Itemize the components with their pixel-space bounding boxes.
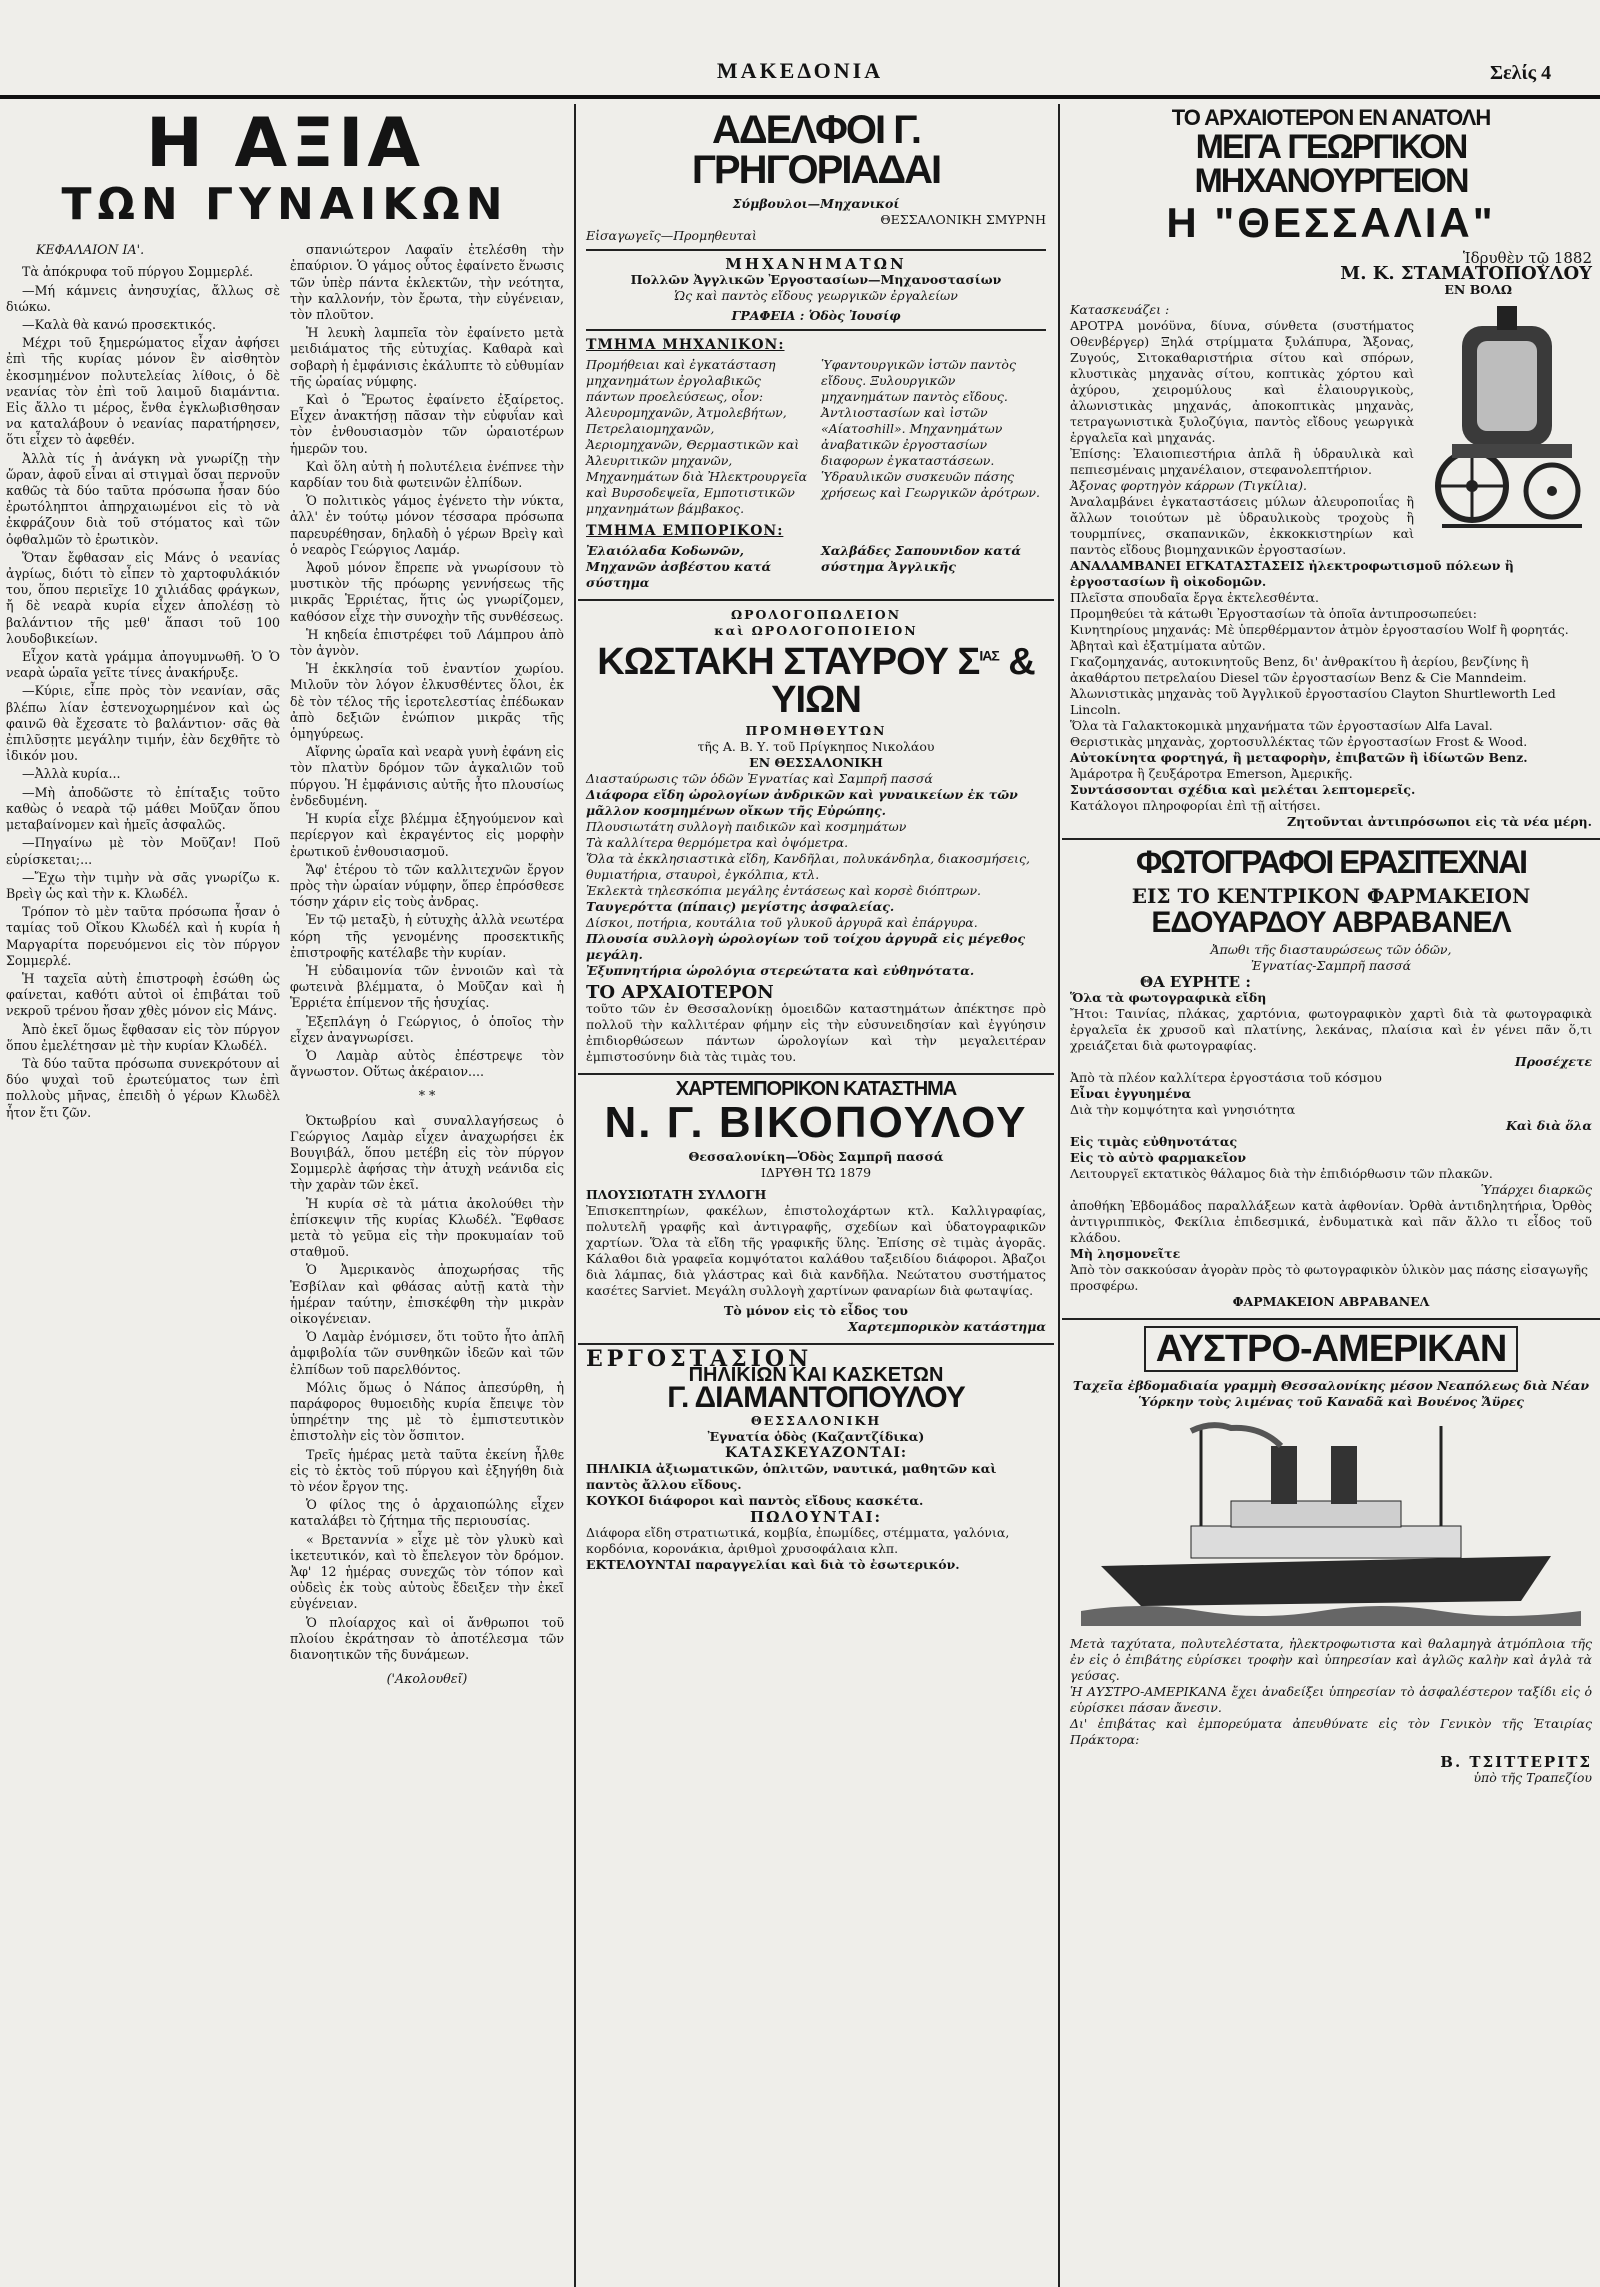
novel-paragraph: Ἐξεπλάγη ὁ Γεώργιος, ὁ ὁποῖος τὴν εἶχεν ἀναγνωρίσει.	[290, 1013, 564, 1045]
novel-paragraph: Τρόπον τὸ μὲν ταῦτα πρόσωπα ἦσαν ὁ ταμίας τοῦ Οἴκου Κλωδέλ καὶ ἡ κυρία ἡ Μαργαρίτα πορευόμενοι εἰς τὸν πύργον Σομμερλέ.	[6, 904, 280, 968]
ad-line: Δίσκοι, ποτήρια, κουτάλια τοῦ γλυκοῦ ἀργυρᾶ καὶ ἐπάργυρα.	[586, 915, 978, 930]
ad-title: Γ. ΔΙΑΜΑΝΤΟΠΟΥΛΟΥ	[667, 1381, 965, 1414]
masthead	[0, 0, 1600, 100]
novel-paragraph: —Πηγαίνω μὲ τὸν Μοῦζαν! Ποῦ εὑρίσκεται;...	[6, 835, 280, 867]
ad-title: ΑΔΕΛΦΟΙ Γ. ΓΡΗΓΟΡΙΑΔΑΙ	[691, 108, 941, 192]
ad-two-columns	[586, 357, 1046, 517]
novel-paragraph: Ἡ λευκὴ λαμπεῖα τὸν ἐφαίνετο μετὰ μειδιάματος τῆς εὐτυχίας. Καθαρὰ καὶ σοβαρὴ ἡ ἐμφάνισις ἐκάλυπτε τὸ εὐθυμίαν τῆς ὡραίας νύμφης.	[290, 325, 564, 389]
ad-line: Εἰς τιμὰς εὐθηνοτάτας	[1070, 1134, 1238, 1149]
ad-subtitle: ΕΙΣ ΤΟ ΚΕΝΤΡΙΚΟΝ ΦΑΡΜΑΚΕΙΟΝ	[1131, 884, 1531, 908]
ad-line: Πλουσία συλλογὴ ὡρολογίων τοῦ τοίχου ἀργυρᾶ εἰς μέγεθος μεγάλη.	[586, 931, 1025, 962]
ad-title: ΦΩΤΟΓΡΑΦΟΙ ΕΡΑΣΙΤΕΧΝΑΙ	[1135, 844, 1527, 880]
section-divider-stars: * *	[418, 1088, 436, 1104]
ad-city: ΕΝ ΒΟΛΩ	[1444, 282, 1512, 297]
novel-paragraph: Καὶ ὁ Ἔρωτος ἐφαίνετο ἐξαίρετος. Εἶχεν ἀνακτήσῃ πᾶσαν τὴν εὐφυΐαν καὶ τὸν ἐνθουσιασμὸν τῶν ὡραιοτέρων ἡμερῶν του.	[290, 392, 564, 456]
ad-heading: ΘΑ ΕΥΡΗΤΕ :	[1140, 973, 1251, 991]
ad-paragraph: Πλεῖστα σπουδαῖα ἔργα ἐκτελεσθέντα.	[1070, 590, 1319, 605]
ad-title: Ν. Γ. ΒΙΚΟΠΟΥΛΟΥ	[604, 1098, 1028, 1147]
ad-address: Ἀπωθι τῆς διασταυρώσεως τῶν ὁδῶν,	[1210, 942, 1452, 957]
ad-paragraph: Κινητηρίους μηχανάς: Μὲ ὑπερθέρμαντον ἀτμὸν ἐργοστασίου Wolf ἢ φορητάς. Ἀβηταὶ καὶ ἐξατμίματα αὐτῶν.	[1070, 622, 1569, 653]
ad-title: ΕΔΟΥΑΡΔΟΥ ΑΒΡΑΒΑΝΕΛ	[1151, 906, 1511, 939]
ad-paragraph: Αὐτοκίνητα φορτηγά, ἢ μεταφορὴν, ἐπιβατῶν ἢ ἰδίωτῶν Benz.	[1070, 750, 1528, 765]
ad-line: Ἀπὸ τὸν σακκούσαν ἀγορὰν πρὸς τὸ φωτογραφικὸν ὑλικὸν μας πάσης εἰσαγωγῆς προσφέρω.	[1070, 1262, 1589, 1293]
masthead-rule	[0, 95, 1600, 99]
novel-paragraph: Ἀπὸ ἐκεῖ ὅμως ἔφθασαν εἰς τὸν πύργον ὅπου ἐμελέτησαν μὲ τὴν κυρίαν Κλωδέλ.	[6, 1021, 280, 1053]
novel-paragraph: Ὀκτωβρίου καὶ συναλλαγήσεως ὁ Γεώργιος Λαμὰρ εἶχεν ἀναχωρήσει ἐκ Βουγιβάλ, ὅπου μετέβη εἰς τὸν πύργον Σομμερλὲ ἀφήσας τὴν ἀτυχὴ νεάνιδα εἰς τὴν χαρὰν τῶν ἐκεῖ.	[290, 1112, 564, 1193]
novel-paragraph: Ἡ ἐκκλησία τοῦ ἐναντίον χωρίου. Μιλοῦν τὸν λόγον ἑλκυσθέντες ὅλοι, ἐκ δὲ τὸν τέλος τῆς ἱεροτελεστίας ἐπέδωκαν ἀπὸ δεξιῶν ἐνώπιον μικρᾶς τῆς ὁμηγύρεως.	[290, 661, 564, 742]
ad-dept-heading: ΤΜΗΜΑ ΜΗΧΑΝΙΚΟΝ:	[586, 337, 785, 353]
ad-paragraph: Προμηθεύει τὰ κάτωθι Ἐργοστασίων τὰ ὁποῖα ἀντιπροσωπεύει:	[1070, 606, 1477, 621]
ad-heading: Κατασκευάζει :	[1070, 302, 1170, 317]
ad-pretitle: ΕΡΓΟΣΤΑΣΙΟΝ	[586, 1346, 813, 1372]
novel-paragraph: Εἶχον κατὰ γράμμα ἀπογυμνωθῆ. Ὁ Ὁ νεαρὰ ὡραῖα γεῖτε τίνες ἀνακήρυξε.	[6, 649, 280, 681]
ad-cities: ΘΕΣΣΑΛΟΝΙΚΗ ΣΜΥΡΝΗ	[880, 212, 1046, 227]
ad-line: Διὰ τὴν κομψότητα καὶ γνησιότητα	[1070, 1102, 1296, 1117]
ad-dept-heading: ΤΜΗΜΑ ΕΜΠΟΡΙΚΟΝ:	[586, 523, 784, 539]
ad-rule	[586, 329, 1046, 331]
novel-paragraph: Ἄφ' ἑτέρου τὸ τῶν καλλιτεχνῶν ἔργον πρὸς τὴν ὡραίαν νύμφην, ὅπερ ἐπρόσθεσε τόσην χάριν εἰς τοὺς ἀνδρας.	[290, 861, 564, 910]
ad-line: τῆς Α. Β. Υ. τοῦ Πρίγκηπος Νικολάου	[697, 739, 935, 754]
novel-paragraph: Ἀλλὰ τίς ἡ ἀνάγκη νὰ γνωρίζῃ τὴν ὥραν, ἀφοῦ εἶναι αἱ στιγμαὶ ὅσαι περνοῦν καθῶς τὰ δύο ταῦτα πρόσωπα ἦσαν δύο ἐρωτόληπτοι ἀπηρχαιωμένοι εἰς τὸ νὰ ἐκφράζουν διὰ τοῦ στόματος καὶ τῶν ὀφθαλμῶν τὸ ἐρωτικὸν.	[6, 450, 280, 547]
ad-agent-note: ὑπὸ τῆς Τραπεζίου	[1473, 1770, 1592, 1785]
ad-founded: ΙΔΡΥΘΗ ΤΩ 1879	[760, 1165, 872, 1180]
ad-line: Ταχεῖα ἐβδομαδιαία γραμμὴ Θεσσαλονίκης μέσον Νεαπόλεως διὰ Νέαν Ὑόρκην τοὺς λιμένας τοῦ Καναδᾶ καὶ Βουένος Ἄϋρες	[1072, 1378, 1590, 1409]
ad-highlight: ΤΟ ΑΡΧΑΙΟΤΕΡΟΝ	[586, 982, 774, 1003]
ad-paragraph: τοῦτο τῶν ἐν Θεσσαλονίκῃ ὁμοειδῶν καταστημάτων ἀπέκτησε πρὸ πολλοῦ τὴν καλλιτέραν φήμην εἰς τὴν εὐσυνειδησίαν καὶ ἐγγύησιν ἐπιδιορθώσεων πάντων ὡρολογίων καὶ τὴν μεγαλειτέραν ἐμπιστοσύνην διὰ τὰς τιμὰς του.	[586, 1001, 1046, 1064]
ad-title: ΠΗΛΙΚΙΩΝ ΚΑΙ ΚΑΣΚΕΤΩΝ	[688, 1364, 944, 1386]
novel-paragraph: Τὰ δύο ταῦτα πρόσωπα συνεκρότουν αἱ δύο ψυχαὶ τοῦ ἐρωτεύματος των ἐπὶ πολλοὺς μῆνας, ἐπειδὴ ὁ γέρων Κλωδὲλ ἦτον ἔτι ζῶν.	[6, 1055, 280, 1120]
novel-paragraph: Ὁ φίλος της ὁ ἀρχαιοπώλης εἶχεν καταλάβει τὸ ζήτημα τῆς περιουσίας.	[290, 1497, 564, 1529]
ad-diamantopoulou	[578, 1345, 1054, 1581]
novel-paragraph: Ὁ Λαμὰρ ἐνόμισεν, ὅτι τοῦτο ἦτο ἀπλῆ ἀμφιβολία τῶν συνθηκῶν ἰδεῶν καὶ τῶν ἐλπίδων τοῦ παρελθόντος.	[290, 1329, 564, 1377]
ad-paragraph: Δι' ἐπιβάτας καὶ ἐμπορεύματα ἀπευθύνατε εἰς τὸν Γενικὸν τῆς Ἑταιρίας Πράκτορα:	[1070, 1716, 1592, 1747]
ad-line: Χαρτεμπορικὸν κατάστημα	[848, 1319, 1046, 1334]
ad-heading: ΚΑΤΑΣΚΕΥΑΖΟΝΤΑΙ:	[724, 1445, 908, 1461]
ad-line: Διασταύρωσις τῶν ὁδῶν Ἐγνατίας καὶ Σαμπρῆ πασσά	[586, 771, 933, 786]
ad-line: Ταυγερόττα (πίπαις) μεγίστης ἀσφαλείας.	[586, 899, 895, 914]
ad-paragraph: Ἐπισκεπτηρίων, φακέλων, ἐπιστολοχάρτων κτλ. Καλλιγραφίας, πολυτελῆ γραφῆς καὶ ἀντιγραφῆς, σχεδίων καὶ ὑδατογραφικῶν χαρτίων. Ὅλα τὰ εἴδη τῆς γραφικῆς ὕλης. Ἐπίσης σὲ τιμὰς ἀγορᾶς. Κάλαθοι διὰ γραφεῖα κομψότατοι καλάθου ταξειδίου διάφοροι. Ἀβαζοι διὰ λάμπας, διὰ γλάστρας καὶ διὰ κανδῆλα. Νεώτατου συστήματος κασέτες Sarviet. Μεγάλη συλλογὴ χαρτίνων φαναρίων διὰ φωταψίας.	[586, 1203, 1046, 1298]
novel-paragraph: Ἡ ταχεῖα αὐτὴ ἐπιστροφὴ ἐσώθη ὡς φαίνεται, καθότι αὐτοὶ οἱ ἐπιβάται τοῦ νεκροῦ τρένου ἤσαν χθὲς μόνον εἰς Μάνς.	[6, 970, 280, 1019]
novel-paragraph: Ἡ κηδεία ἐπιστρέφει τοῦ Λάμπρου ἀπὸ τὸν ἁγνὸν.	[290, 626, 564, 659]
ad-pretitle: ΧΑΡΤΕΜΠΟΡΙΚΟΝ ΚΑΤΑΣΤΗΜΑ	[675, 1078, 957, 1100]
ad-address: Ἐγνατίας-Σαμπρῆ πασσά	[1250, 958, 1412, 973]
ad-rule	[586, 249, 1046, 251]
ad-line: Ἀπὸ τὰ πλέον καλλίτερα ἐργοστάσια τοῦ κόσμου	[1070, 1070, 1382, 1085]
ad-avravanel	[1062, 840, 1600, 1320]
ad-subtitle: Εἰσαγωγεῖς—Προμηθευταὶ	[586, 228, 757, 243]
ad-left-text: Προμήθειαι καὶ ἐγκατάσταση μηχανημάτων ἐργολαβικῶς πάντων προελεύσεως, οἷον: Ἀλευρομηχανῶν, Ἀτμολεβήτων, Πετρελαιομηχανῶν, Ἀεριομηχανῶν, Θερμαστικῶν καὶ Ἀλευριτικῶν μηχανῶν, Μηχανημάτων διὰ Ἠλεκτρουργεῖα καὶ Βυρσοδεψεῖα, Εμποτιστικῶν μηχανημάτων βάμβακος.	[586, 357, 808, 516]
ad-office: ΓΡΑΦΕΙΑ : Ὁδὸς Ἰουσίφ	[731, 308, 901, 323]
chapter-heading: ΚΕΦΑΛΑΙΟΝ ΙΑ'.	[36, 242, 145, 258]
ad-line: Ὡς καὶ παντὸς εἴδους γεωργικῶν ἐργαλείων	[674, 288, 958, 303]
ad-title-main: ΚΩΣΤΑΚΗ ΣΤΑΥΡΟΥ Σ	[597, 641, 980, 683]
novel-paragraph: Μέχρι τοῦ ξημερώματος εἶχαν ἀφήσει ἐπὶ τῆς κυρίας μόνον ἓν αἰσθητὸν ἐκοσμημένον πολυτελείας λίθοις, ὁ δὲ νεανίας τὸν ἐπὶ τοῦ λαιμοῦ διαμάντια. Εἰς ἄλλο τι μέρος, ἔνθα ἐγκλωβισθησαν να καταλάβουν ὁ νεανίας παρατήρησεν, ὅτι εἶχεν τὸ ἀφεθέν.	[6, 335, 280, 448]
novel-paragraph: —Καλὰ θὰ κανώ προσεκτικός.	[22, 317, 217, 332]
ad-city: ΕΝ ΘΕΣΣΑΛΟΝΙΚΗ	[749, 755, 883, 770]
ad-heading: Προσέχετε	[1514, 1054, 1592, 1069]
novel-section	[0, 104, 570, 2287]
ad-founded: Ἱδρυθὲν τῷ 1882	[1462, 249, 1592, 267]
ad-city: ΘΕΣΣΑΛΟΝΙΚΗ	[750, 1413, 882, 1428]
ad-subtitle: Σύμβουλοι—Μηχανικοί	[732, 196, 900, 211]
ad-line: ΕΚΤΕΛΟΥΝΤΑΙ παραγγελίαι καὶ διὰ τὸ ἐσωτερικόν.	[586, 1557, 960, 1572]
ad-heading: Ὑπάρχει διαρκῶς	[1480, 1182, 1592, 1197]
novel-paragraph: Ἡ εὐδαιμονία τῶν ἐννοιῶν καὶ τὰ φωτεινὰ βλέμματα, ὁ Μοῦζαν καὶ ἡ Ἑρριέτα ἐπίμενον τῆς ἡσυχίας.	[290, 962, 564, 1011]
ad-stavrou	[578, 601, 1054, 1075]
novel-paragraph: Αἴφνης ὡραῖα καὶ νεαρὰ γυνὴ ἐφάνη εἰς τὸν πλατὺν δρόμον τῶν ἀγκαλιῶν τοῦ πύργου. Ἡ ἐμφάνισις αὐτῆς ἦτο πλουσίως ἐνδεδυμένη.	[290, 744, 564, 808]
ad-austro-americana	[1062, 1320, 1600, 1794]
ad-paragraph: Ἤτοι: Ταινίας, πλάκας, χαρτόνια, φωτογραφικὸν χαρτὶ διὰ τὰ φωτογραφικὰ ἐργαλεῖα ἐκ χρυσοῦ καὶ πλατίνης, λεκάνας, πλαίσια καὶ ἐν γένει πᾶν ὅ,τι χρειάζεται διὰ φωτογραφίας.	[1070, 1006, 1592, 1053]
novel-paragraph: σπανιώτερον Λαφαϊν ἐτελέσθη τὴν ἐπαύριον. Ὁ γάμος οὗτος ἐφαίνετο ἕνωσις τῶν ὑπὲρ πάντα ἐκλεκτῶν, τὴν νεότητα, τὴν καλλονήν, τὸν ἔρωτα, τὴν εὐγένειαν, τὸν πλοῦτον.	[290, 242, 564, 322]
right-ads-column	[1062, 104, 1600, 2287]
ad-line: Πλουσιωτάτη συλλογὴ παιδικῶν καὶ κοσμημάτων	[586, 819, 907, 834]
ad-thessalia	[1062, 104, 1600, 840]
ad-paragraph: Συντάσσονται σχέδια καὶ μελέται λεπτομερεῖς.	[1070, 782, 1416, 797]
ad-paragraph: Ἐπίσης: Ἐλαιοπιεστήρια ἀπλᾶ ἢ ὑδραυλικὰ καὶ πεπιεσμέναις μηχανέλαιον, στεφανολεπτήριον.	[1070, 446, 1414, 477]
ad-two-columns	[586, 543, 1046, 591]
novel-paragraph: Ὁ πολιτικὸς γάμος ἐγένετο τὴν νύκτα, ἀλλ' ἐν τούτῳ μόνον τέσσαρα πρόσωπα παρευρέθησαν, δηλαδὴ ὁ γέρων Βρεὶγ καὶ ὁ νεαρὸς Γεώργιος Λαμάρ.	[290, 493, 564, 557]
novel-paragraph: —Κύριε, εἶπε πρὸς τὸν νεανίαν, σᾶς βλέπω λίαν ἐστενοχωρημένον καὶ ὡς φαινῶ θὰ ἔχεσατε τὸ βαλάντιον· σᾶς θὰ ἐπιλῦσῃτε μεγάλην τιμήν, ἐὰν δεχθῆτε τὸ ἰδικόν μου.	[6, 683, 280, 764]
steam-engine-illustration	[1422, 306, 1592, 536]
novel-column-2	[290, 242, 564, 1687]
ad-title: Η "ΘΕΣΣΑΛΙΑ"	[1166, 199, 1496, 246]
newspaper-name: ΜΑΚΕΔΟΝΙΑ	[716, 58, 884, 83]
ad-paragraph: Ζητοῦνται ἀντιπρόσωποι εἰς τὰ νέα μέρη.	[1286, 814, 1592, 829]
novel-body	[0, 242, 570, 1687]
ad-pretitle: καὶ ΩΡΟΛΟΓΟΠΟΙΕΙΟΝ	[714, 623, 918, 638]
novel-paragraph: —Μή κάμνεις ἀνησυχίας, ἄλλως σὲ διώκω.	[6, 282, 280, 314]
ad-title	[586, 643, 1046, 719]
ad-line: Πολλῶν Ἀγγλικῶν Ἐργοστασίων—Μηχανοστασίων	[630, 272, 1002, 287]
ad-line: Ὅλα τὰ φωτογραφικὰ εἴδη	[1070, 990, 1267, 1005]
ad-heading: Καὶ διὰ ὅλα	[1506, 1118, 1592, 1133]
novel-paragraph: Μόλις ὅμως ὁ Νάπος ἀπεσύρθη, ἡ παράφορος θυμοειδὴς κυρία ἔπειψε τὸν ὑπηρέτην της μὲ τὸ ἐμπιστευτικὸν ἐπιστολὴν εἰς τὸν ὅσπιτον.	[290, 1379, 564, 1444]
middle-ads-column	[578, 104, 1054, 2287]
ad-line: Εἰς τὸ αὐτὸ φαρμακεῖον	[1070, 1150, 1247, 1165]
ad-address: Θεσσαλονίκη—Ὁδὸς Σαμπρῆ πασσά	[688, 1149, 944, 1164]
ad-line: ΚΟΥΚΟΙ διάφοροι καὶ παντὸς εἴδους κασκέτα.	[586, 1493, 924, 1508]
ad-paragraph: ΑΡΟΤΡΑ μονόϋνα, δίυνα, σύνθετα (συστήματος Οθενβέργερ) Ξηλά στρίμματα ξυλάπυρα, Ἄξονας, Ζυγούς, Σιτοκαθαριστήρια σίτου καὶ σπόρων, κλυστικὰς μηχανὰς σίτου, κοπτικὰς χόρτου καὶ ἀχύρου, χειρομύλους καὶ ἐλαιουργικοὺς, ἀλωνιστικὰς μηχανάς, ἀποκοπτικὰς μηχανὰς, τετραγωνιστικὰ ξυλοζύγια, παντὸς εἴδους γεωργικὰ ἐργαλεῖα καὶ μηχανάς.	[1070, 318, 1414, 445]
ad-line: Λειτουργεῖ εκτατικὸς θάλαμος διὰ τὴν ἐπιδιόρθωσιν τῶν πλακῶν.	[1070, 1166, 1493, 1181]
novel-paragraph: Ἡ κυρία σὲ τὰ μάτια ἀκολούθει τὴν ἐπίσκεψιν τῆς κυρίας Κλωδέλ. Ἔφθασε μετὰ τὸ γεῦμα εἰς τὴν προκυμαίαν τοῦ σταθμοῦ.	[290, 1195, 564, 1260]
ad-paragraph: Ὅλα τὰ Γαλακτοκομικὰ μηχανήματα τῶν ἐργοστασίων Alfa Laval.	[1070, 718, 1493, 733]
novel-paragraph: « Βρεταννία » εἶχε μὲ τὸν γλυκὺ καὶ ἱκετευτικόν, καὶ τὸ ἔπελεγον τὸν δρόμον. Ἀφ' 12 ἡμέρας συνεχῶς τὸν τόπον καὶ οὐδεὶς ἐκ τοὺς αὐτοὺς ἔδειξεν τὴν ἐκεῖ εὐγένειαν.	[290, 1531, 564, 1612]
novel-paragraph: Ὅταν ἔφθασαν εἰς Μάνς ὁ νεανίας ἀγρίως, διότι τὸ εἶπεν τὸ χαρτοφυλάκιόν του, ὅπου περιεῖχε 10 χιλιάδας φράγκων, ἤ δὲ νεαρὰ κυρία εἶχεν ἀπολέσῃ τὸ βαλάντιον τῆς μεθ' ἅπασι τοῦ 100 λουδοβικείων.	[6, 549, 280, 646]
novel-paragraph: —Μὴ ἀποδῶστε τὸ ἐπίταξις τοῦτο καθὼς ὁ νεαρὰ τῷ μάθει Μοῦζαν ὅπου μεταβαίνομεν καὶ ἡμεῖς ἀσφαλῶς.	[6, 784, 280, 833]
ad-right-text: Χαλβάδες Σαπουνιδον κατά σύστημα Ἀγγλικῆς	[821, 543, 1021, 574]
ad-title-sup: ΙΑΣ	[979, 647, 999, 664]
ad-paragraph: Ἁμάροτρα ἢ ζευξάροτρα Emerson, Ἀμερικῆς.	[1070, 766, 1353, 781]
ad-line: Τὰ καλλίτερα θερμόμετρα καὶ ὀψόμετρα.	[586, 835, 849, 850]
ad-owner: Μ. Κ. ΣΤΑΜΑΤΟΠΟΥΛΟΥ	[1340, 263, 1592, 284]
continued-note: ('Ακολουθεῖ)	[386, 1671, 468, 1687]
ad-agent: Β. ΤΣΙΤΤΕΡΙΤΣ	[1440, 1753, 1592, 1771]
ad-paragraph: Ἀλωνιστικὰς μηχανὰς τοῦ Ἀγγλικοῦ ἐργοστασίου Clayton Shurtleworth Led Lincoln.	[1070, 686, 1556, 717]
novel-paragraph: Ἀφοῦ μόνον ἔπρεπε νὰ γνωρίσουν τὸ μυστικὸν τῆς πρόωρης γεννήσεως τῆς μικρᾶς Ἑρριέτας, ἥτις ὡς γνωρίζομεν, καθόσον εἶχε τὴν συνοχὴν τῆς συνθέσεως.	[290, 560, 564, 624]
ad-pretitle: ΤΟ ΑΡΧΑΙΟΤΕΡΟΝ ΕΝ ΑΝΑΤΟΛΗ	[1171, 105, 1491, 130]
novel-paragraph: Τρεῖς ἡμέρας μετὰ ταῦτα ἐκείνη ἦλθε εἰς τὸ ἐκτὸς τοῦ πύργου καὶ ἐξηγήθη διὰ τὸ νέον ἔργον της.	[290, 1446, 564, 1495]
ad-title: ΑΥΣΤΡΟ-ΑΜΕΡΙΚΑΝ	[1144, 1326, 1519, 1372]
ad-role: ΠΡΟΜΗΘΕΥΤΩΝ	[745, 723, 887, 738]
ad-title: ΜΕΓΑ ΓΕΩΡΓΙΚΟΝ ΜΗΧΑΝΟΥΡΓΕΙΟΝ	[1194, 128, 1468, 200]
novel-title: Η ΑΞΙΑ	[145, 104, 425, 183]
ad-paragraph: Γκαζομηχανάς, αυτοκινητοῦς Benz, δι' ἀνθρακίτου ἢ ἀερίου, βενζίνης ἢ ἀκαθάρτου πετρελαίου Diesel τῶν ἐργοστασίων Benz & Cie Manndeim.	[1070, 654, 1529, 685]
ad-paragraph: Κατάλογοι πληροφορίαι ἐπὶ τῇ αἰτήσει.	[1070, 798, 1321, 813]
ad-footer: ΦΑΡΜΑΚΕΙΟΝ ΑΒΡΑΒΑΝΕΛ	[1232, 1294, 1430, 1309]
ad-paragraph: ΑΝΑΛΑΜΒΑΝΕΙ ΕΓΚΑΤΑΣΤΑΣΕΙΣ ἠλεκτροφωτισμοῦ πόλεων ἢ ἐργοστασίων ἢ οἰκοδομῶν.	[1070, 558, 1514, 589]
novel-paragraph: Ὁ πλοίαρχος καὶ οἱ ἄνθρωποι τοῦ πλοίου ἐκράτησαν τὸ ἀποτέλεσμα τῶν διανοητικῶν τῆς δυνάμεων.	[290, 1614, 564, 1663]
ad-grigoriadai	[578, 104, 1054, 601]
ad-line: Διάφορα εἴδη στρατιωτικά, κομβία, ἐπωμίδες, στέμματα, γαλόνια, κορδόνια, κορονάκια, ἀριθμοὶ χρυσοφάλαια κλπ.	[586, 1525, 1010, 1556]
ad-vikopoulou	[578, 1075, 1054, 1345]
ad-line: Τὸ μόνον εἰς τὸ εἶδος του	[724, 1303, 908, 1318]
ad-line: Διάφορα εἴδη ὡρολογίων ἀνδρικῶν καὶ γυναικείων ἐκ τῶν μᾶλλον κοσμημένων οἴκων τῆς Εὐρώπης.	[586, 787, 1018, 818]
ad-paragraph: Ἡ ΑΥΣΤΡΟ-ΑΜΕΡΙΚΑΝΑ ἔχει ἀναδείξει ὑπηρεσίαν τὸ ἀσφαλέστερον ταξίδι εἰς ὁ εὑρίσκει πάσαν ἄνεσιν.	[1070, 1684, 1592, 1715]
ad-left-text: Ἐλαιόλαδα Κοδωνῶν, Μηχανῶν ἀσβέστου κατά σύστημα	[586, 543, 772, 590]
ad-pretitle: ΩΡΟΛΟΓΟΠΩΛΕΙΟΝ	[730, 607, 902, 622]
novel-paragraph: Τὰ ἀπόκρυφα τοῦ πύργου Σομμερλέ.	[22, 264, 254, 280]
ad-line: Εἶναι ἐγγυημένα	[1070, 1086, 1192, 1101]
ad-paragraph: ἀποθήκη Ἐβδομάδος παραλλάξεων κατὰ ἀφθονίαν. Ὀρθὰ ἀντιδηλητήρια, Ὀρθὸς ἀντιγριππικὸς, Φεκίλια ἐπιδεσμικά, ἐνδυματικὰ καὶ πᾶν ἄλλο τι εἶδος τοῦ κλάδου.	[1070, 1198, 1592, 1245]
novel-paragraph: Ὁ Ἀμερικανὸς ἀποχωρήσας τῆς Ἑσβίλαν καὶ φθάσας αὐτῇ κατὰ τὴν ἡμέραν ταύτην, ἐπισκέφθη τὴν μικρὰν οἰκογένειαν.	[290, 1262, 564, 1326]
ad-paragraph: Ἀναλαμβάνει ἐγκαταστάσεις μύλων ἀλευροποιΐας ἢ ἄλλων τοιούτων μὲ ὑδραυλικοὺς τροχοὺς ἢ τουρμπίνες, σκαπανικῶν, ἐκκοκκιστηρίων καὶ παντὸς εἴδους βιομηχανικῶν ἐργοστασίων.	[1070, 494, 1414, 557]
ad-line: Ἐκλεκτὰ τηλεσκόπια μεγάλης ἐντάσεως καὶ κορσὲ διόπτρων.	[586, 883, 982, 898]
ad-address: Ἐγνατία ὁδὸς (Καζαντζίδικα)	[707, 1429, 925, 1444]
novel-paragraph: Ἐν τῷ μεταξὺ, ἡ εὐτυχὴς ἀλλὰ νεωτέρα κόρη τῆς γενομένης προσεκτικῆς ἐπιστροφῆς κατέλαβε τὴν κυρίαν.	[290, 912, 564, 960]
novel-paragraph: Ὁ Λαμὰρ αὐτὸς ἐπέστρεψε τὸν ἄγνωστον. Οὕτως ἀκέραιον....	[290, 1047, 564, 1080]
ad-paragraph: Θεριστικὰς μηχανὰς, χορτοσυλλέκτας τῶν ἐργοστασίων Frost & Wood.	[1070, 734, 1528, 749]
ad-heading: ΠΛΟΥΣΙΩΤΑΤΗ ΣΥΛΛΟΓΗ	[586, 1187, 767, 1202]
ad-line: Μὴ λησμονεῖτε	[1070, 1246, 1181, 1261]
novel-paragraph: Καὶ ὅλη αὐτὴ ἡ πολυτέλεια ἐνέπνεε τὴν καρδίαν του διὰ φωτεινῶν ἐλπίδων.	[290, 458, 564, 491]
page-number: Σελίς 4	[1490, 62, 1552, 84]
ad-line: Ἐξυπνητήρια ὡρολόγια στερεώτατα καὶ εὐθηνότατα.	[586, 963, 975, 978]
column-divider	[1058, 104, 1060, 2287]
ad-paragraph: Ἀξονας φορτηγὸν κάρρων (Τιγκίλια).	[1070, 478, 1307, 493]
novel-paragraph: Ἡ κυρία εἶχε βλέμμα ἐξηγούμενον καὶ περίεργον καὶ ἐκραγέντος εἰς μορφὴν ἐρωτικοῦ ἐνθουσιασμοῦ.	[290, 811, 564, 859]
ad-body	[1070, 302, 1592, 830]
ad-heading: ΠΩΛΟΥΝΤΑΙ:	[750, 1508, 882, 1526]
novel-column-1	[6, 242, 280, 1687]
steamship-illustration	[1070, 1416, 1592, 1626]
novel-subtitle: ΤΩΝ ΓΥΝΑΙΚΩΝ	[61, 179, 509, 230]
ad-heading: ΜΗΧΑΝΗΜΑΤΩΝ	[725, 255, 907, 273]
ad-right-text: Ὑφαντουργικῶν ἰστῶν παντὸς εἴδους. Ξυλουργικῶν μηχανημάτων παντὸς εἴδους. Ἀντλιοστασίων καὶ ἰστῶν «Αίατοσhill». Μηχανημάτων ἀναβατικῶν ἐργοστασίων διαφορων ἐγκαταστάσεων. Ὑδραυλικῶν συσκευῶν πάσης χρήσεως καὶ Γεωργικῶν ἀρότρων.	[821, 357, 1040, 500]
ad-line: Ὅλα τὰ ἐκκλησιαστικὰ εἴδη, Κανδῆλαι, πολυκάνδηλα, διακοσμήσεις, θυμιατήρια, σταυροὶ, ἐγκόλπια, κτλ.	[586, 851, 1030, 882]
ad-paragraph: Μετὰ ταχύτατα, πολυτελέστατα, ἠλεκτροφωτιστα καὶ θαλαμηγὰ ἀτμόπλοια τῆς ἐν εἰς ὁ ἐπιβάτης εὑρίσκει τροφὴν καὶ ὑπηρεσίαν καὶ ἀγλῶς καλὴν καὶ ἀγλὰ τὰ γεύσας.	[1070, 1636, 1592, 1683]
column-divider	[574, 104, 576, 2287]
novel-paragraph: —Ἔχω τὴν τιμὴν νὰ σᾶς γνωρίζω κ. Βρεὶγ ὡς καὶ τὴν κ. Κλωδέλ.	[6, 869, 280, 901]
ad-title-end: & ΥΙΩΝ	[771, 641, 1035, 721]
ad-line: ΠΗΛΙΚΙΑ ἀξιωματικῶν, ὁπλιτῶν, ναυτικά, μαθητῶν καὶ παντὸς ἄλλου εἴδους.	[586, 1461, 997, 1492]
novel-paragraph: —Ἀλλὰ κυρία...	[22, 766, 121, 782]
